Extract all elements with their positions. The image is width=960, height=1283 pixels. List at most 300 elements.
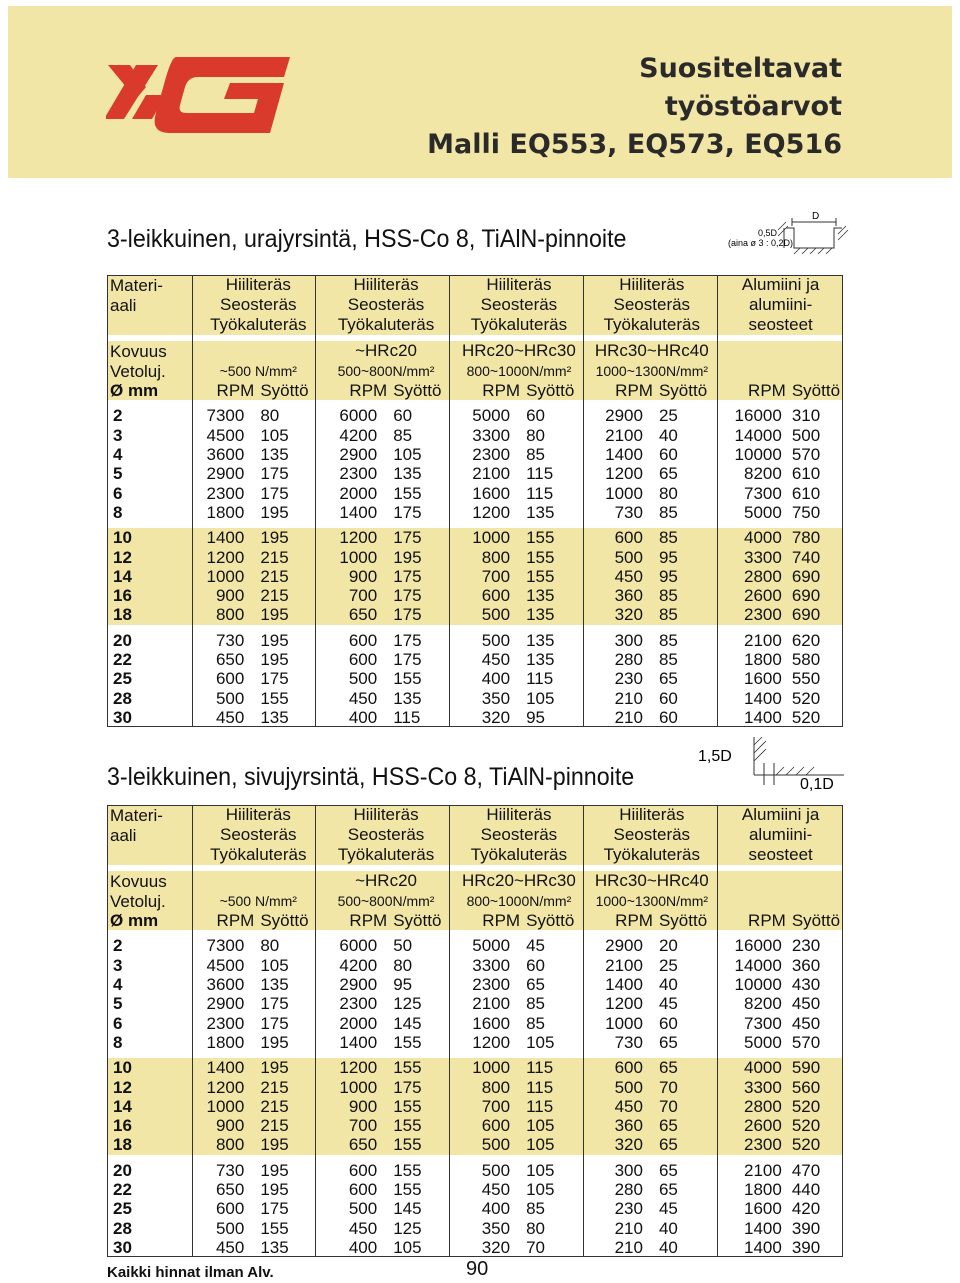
feed-value: 60: [526, 406, 545, 426]
feed-value: 690: [792, 567, 843, 586]
rpm-value: 500: [452, 605, 526, 624]
feed-value: 135: [526, 630, 555, 650]
material-name: Työkaluteräs: [197, 315, 320, 335]
feed-value: 135: [526, 650, 555, 669]
rpm-value: 300: [614, 630, 643, 650]
rpm-value: 700: [452, 567, 526, 586]
rpm-value: 3300: [472, 955, 511, 975]
rpm-value: 16000: [734, 406, 782, 426]
rpm-value: 650: [215, 1180, 245, 1199]
hardness-value: [197, 871, 320, 891]
feed-value: 155: [393, 1135, 452, 1154]
feed-value: 175: [393, 605, 452, 624]
rpm-value: 600: [215, 1199, 245, 1219]
tensile-row: [107, 361, 843, 381]
rpm-value: 1200: [320, 1058, 394, 1077]
feed-value: 195: [260, 1032, 289, 1052]
feed-value: 115: [393, 707, 421, 727]
table-row: [107, 708, 843, 727]
rpm-value: 600: [348, 1180, 378, 1199]
rpm-value: 2100: [744, 1160, 782, 1180]
feed-value: 135: [526, 502, 555, 522]
table-row: [107, 1238, 843, 1257]
feed-value: 520: [792, 1135, 843, 1154]
rpm-value: 600: [215, 669, 245, 689]
rpm-value: 450: [585, 567, 659, 586]
rpm-value: 4000: [718, 528, 792, 547]
diameter-value: 12: [107, 547, 197, 566]
rpm-value: 1400: [605, 975, 643, 995]
tensile-label: Vetoluj.: [107, 361, 197, 381]
diameter-value: 18: [107, 605, 197, 624]
rpm-value: 8200: [744, 464, 782, 484]
table-row: [107, 1077, 843, 1096]
feed-value: 60: [658, 1013, 678, 1033]
feed-value: 215: [260, 1097, 319, 1116]
rpm-value: 1400: [744, 707, 782, 727]
feed-value: 610: [791, 464, 821, 484]
diameter-label: Ø mm: [107, 381, 197, 400]
tensile-value: [718, 891, 843, 911]
feed-value: 125: [393, 994, 422, 1014]
rpm-value: 600: [452, 586, 526, 605]
hardness-row: [107, 871, 843, 891]
rpm-label: RPM: [585, 911, 659, 930]
rpm-value: 1600: [744, 1199, 782, 1219]
rpm-value: 400: [481, 1199, 511, 1219]
title-line-2: työstöarvot: [664, 91, 842, 122]
feed-value: 450: [791, 1013, 821, 1033]
feed-value: 195: [260, 502, 289, 522]
diameter-value: 8: [113, 502, 123, 522]
feed-value: 215: [260, 1077, 319, 1096]
table-row: [107, 547, 843, 566]
feed-value: 155: [393, 669, 422, 689]
table-row: [107, 956, 843, 975]
page-title: [427, 50, 842, 164]
feed-value: 115: [526, 1097, 585, 1116]
feed-value: 215: [260, 547, 319, 566]
material-header-row: [107, 825, 843, 845]
rpm-value: 2800: [718, 1097, 792, 1116]
feed-value: 155: [393, 1116, 452, 1135]
section2-title: 3-leikkuinen, sivujyrsintä, HSS-Co 8, TiAlN-pinnoite: [107, 763, 635, 791]
hardness-value: HRc20~HRc30: [452, 341, 585, 361]
diameter-value: 8: [113, 1032, 123, 1052]
feed-value: 25: [658, 955, 678, 975]
rpm-value: 600: [452, 1116, 526, 1135]
table-row: [107, 528, 843, 547]
table-row: [107, 567, 843, 586]
table-row: [107, 975, 843, 994]
rpm-value: 14000: [734, 425, 782, 445]
rpm-value: 6000: [339, 936, 378, 956]
column-separator: [315, 805, 316, 1257]
rpm-value: 1400: [339, 502, 378, 522]
rpm-value: 500: [481, 630, 511, 650]
material-name: Seosteräs: [452, 825, 585, 845]
slot-diagram: [728, 210, 853, 265]
rpm-value: 2300: [339, 994, 378, 1014]
diagram-note-label: (aina ø 3 : 0,2D): [728, 238, 794, 248]
feed-value: 390: [791, 1237, 821, 1257]
rpm-value: 450: [348, 1218, 378, 1238]
feed-value: 740: [792, 547, 843, 566]
cutting-table-slot: [107, 275, 843, 727]
feed-value: 65: [658, 1180, 678, 1199]
feed-value: 155: [526, 547, 585, 566]
feed-value: 95: [393, 975, 413, 995]
rpm-value: 1400: [744, 1237, 782, 1257]
rpm-value: 2900: [339, 975, 378, 995]
rpm-value: 450: [215, 1237, 245, 1257]
rpm-value: 800: [197, 1135, 260, 1154]
cutting-table-side: [107, 805, 843, 1257]
table-row: [107, 406, 843, 425]
material-name: Hiiliteräs: [452, 275, 585, 295]
material-name: Työkaluteräs: [320, 315, 453, 335]
rpm-value: 500: [452, 1135, 526, 1154]
material-header-row: [107, 845, 843, 865]
diameter-value: 20: [113, 1160, 132, 1180]
material-name: Hiiliteräs: [197, 275, 320, 295]
feed-value: 40: [658, 425, 678, 445]
rpm-value: 1800: [744, 1180, 782, 1199]
column-separator: [315, 275, 316, 727]
tensile-label: Vetoluj.: [107, 891, 197, 911]
rpm-value: 730: [614, 502, 643, 522]
rpm-value: 360: [585, 586, 659, 605]
rpm-value: 280: [614, 1180, 643, 1199]
feed-label: Syöttö: [792, 911, 843, 930]
feed-label: Syöttö: [260, 911, 319, 930]
rpm-value: 2300: [472, 445, 511, 465]
rpm-value: 2900: [605, 936, 643, 956]
rpm-value: 6000: [339, 406, 378, 426]
tensile-value: ~500 N/mm²: [197, 891, 320, 911]
feed-value: 175: [260, 483, 289, 503]
tensile-value: [718, 361, 843, 381]
rpm-value: 2900: [206, 464, 245, 484]
rpm-value: 10000: [734, 975, 782, 995]
rpm-value: 700: [320, 1116, 394, 1135]
table-row: [107, 483, 843, 502]
hardness-value: ~HRc20: [320, 341, 453, 361]
hardness-value: [197, 341, 320, 361]
table-row: [107, 1058, 843, 1077]
feed-value: 135: [526, 586, 585, 605]
rpm-value: 8200: [744, 994, 782, 1014]
table-row: [107, 1097, 843, 1116]
feed-value: 80: [260, 406, 280, 426]
feed-value: 125: [393, 1218, 422, 1238]
feed-value: 520: [792, 1097, 843, 1116]
rpm-value: 650: [215, 650, 245, 669]
feed-value: 155: [393, 483, 422, 503]
rpm-value: 7300: [744, 1013, 782, 1033]
table-row: [107, 464, 843, 483]
diameter-value: 4: [113, 975, 123, 995]
diameter-value: 3: [113, 425, 123, 445]
feed-value: 175: [260, 1013, 289, 1033]
feed-value: 60: [658, 445, 678, 465]
rpm-value: 650: [320, 605, 394, 624]
rpm-value: 360: [585, 1116, 659, 1135]
feed-value: 195: [260, 630, 289, 650]
diameter-value: 28: [113, 688, 132, 708]
feed-value: 155: [260, 1218, 289, 1238]
rpm-value: 210: [614, 688, 643, 708]
rpm-value: 210: [614, 1237, 643, 1257]
feed-value: 65: [658, 1032, 678, 1052]
material-name: Hiiliteräs: [320, 275, 453, 295]
feed-value: 85: [526, 1013, 545, 1033]
material-name: Seosteräs: [320, 825, 453, 845]
feed-label: Syöttö: [659, 381, 718, 400]
diagram-depth-label: 0,5D: [758, 228, 778, 238]
rpm-value: 2800: [718, 567, 792, 586]
rpm-value: 210: [614, 707, 643, 727]
feed-value: 520: [792, 1116, 843, 1135]
rpm-value: 900: [320, 1097, 394, 1116]
feed-value: 65: [658, 464, 678, 484]
feed-value: 105: [393, 445, 422, 465]
feed-value: 195: [260, 605, 319, 624]
diameter-value: 28: [113, 1218, 132, 1238]
feed-value: 450: [791, 994, 821, 1014]
feed-label: Syöttö: [260, 381, 319, 400]
rpm-value: 2000: [339, 1013, 378, 1033]
table-row: [107, 586, 843, 605]
feed-value: 115: [526, 669, 554, 689]
feed-value: 40: [658, 1237, 678, 1257]
feed-value: 310: [791, 406, 821, 426]
rpm-value: 1000: [452, 1058, 526, 1077]
rpm-value: 2100: [472, 464, 511, 484]
rpm-value: 2900: [605, 406, 643, 426]
feed-value: 85: [393, 425, 413, 445]
diagram-width-label: 0,1D: [800, 776, 834, 793]
diameter-value: 2: [113, 406, 123, 426]
rpm-value: 1400: [605, 445, 643, 465]
diameter-value: 30: [113, 707, 132, 727]
table-row: [107, 631, 843, 650]
feed-value: 175: [393, 528, 452, 547]
rpm-value: 5000: [472, 936, 511, 956]
diameter-value: 22: [113, 650, 132, 669]
rpm-value: 730: [215, 630, 245, 650]
feed-value: 195: [260, 528, 319, 547]
feed-value: 175: [393, 567, 452, 586]
feed-value: 750: [791, 502, 821, 522]
material-name: Hiiliteräs: [585, 275, 718, 295]
rpm-value: 320: [585, 605, 659, 624]
rpm-value: 800: [452, 547, 526, 566]
page-number: 90: [466, 1258, 489, 1280]
diameter-value: 5: [113, 464, 123, 484]
feed-value: 60: [526, 955, 545, 975]
hardness-label: Kovuus: [107, 871, 197, 891]
feed-value: 60: [658, 688, 678, 708]
feed-label: Syöttö: [393, 911, 452, 930]
diameter-value: 6: [113, 483, 123, 503]
feed-value: 175: [393, 650, 422, 669]
rpm-value: 650: [320, 1135, 394, 1154]
rpm-value: 1800: [744, 650, 782, 669]
feed-value: 155: [393, 1032, 422, 1052]
feed-value: 155: [526, 528, 585, 547]
rpm-value: 500: [215, 1218, 245, 1238]
table-row: [107, 688, 843, 707]
material-name: Hiiliteräs: [320, 805, 453, 825]
rpm-value: 900: [197, 1116, 260, 1135]
feed-value: 95: [526, 707, 545, 727]
rpm-value: 1200: [472, 502, 511, 522]
feed-value: 60: [658, 707, 678, 727]
feed-value: 135: [260, 975, 289, 995]
feed-value: 80: [393, 955, 413, 975]
rpm-value: 4500: [206, 425, 245, 445]
feed-value: 85: [659, 586, 718, 605]
feed-value: 145: [393, 1013, 422, 1033]
table-row: [107, 1180, 843, 1199]
feed-value: 85: [526, 994, 545, 1014]
rpm-label: RPM: [718, 911, 792, 930]
rpm-value: 1400: [744, 1218, 782, 1238]
feed-value: 115: [526, 464, 554, 484]
table-row: [107, 994, 843, 1013]
rpm-value: 450: [481, 650, 511, 669]
feed-value: 65: [659, 1135, 718, 1154]
table-row: [107, 1033, 843, 1052]
feed-value: 65: [659, 1116, 718, 1135]
rpm-value: 700: [452, 1097, 526, 1116]
rpm-value: 730: [215, 1160, 245, 1180]
table-row: [107, 669, 843, 688]
diameter-value: 30: [113, 1237, 132, 1257]
diameter-value: 20: [113, 630, 132, 650]
feed-value: 690: [792, 586, 843, 605]
rpm-value: 600: [348, 1160, 378, 1180]
feed-value: 95: [659, 547, 718, 566]
rpm-value: 2100: [605, 955, 643, 975]
feed-value: 155: [393, 1097, 452, 1116]
material-header-row: [107, 275, 843, 295]
feed-value: 85: [658, 650, 678, 669]
rpm-value: 320: [481, 707, 511, 727]
feed-value: 500: [791, 425, 821, 445]
rpm-value: 800: [452, 1077, 526, 1096]
rpm-value: 2100: [605, 425, 643, 445]
feed-value: 45: [658, 1199, 678, 1219]
rpm-value: 900: [320, 567, 394, 586]
rpm-value: 1400: [197, 528, 260, 547]
feed-value: 175: [260, 1199, 289, 1219]
feed-value: 85: [658, 502, 678, 522]
material-label: aali: [107, 825, 197, 845]
diameter-value: 16: [107, 586, 197, 605]
material-name: Hiiliteräs: [585, 805, 718, 825]
column-separator: [192, 275, 193, 727]
feed-value: 105: [526, 1180, 555, 1199]
rpm-label: RPM: [718, 381, 792, 400]
feed-value: 70: [659, 1077, 718, 1096]
feed-value: 570: [791, 1032, 821, 1052]
diameter-value: 10: [107, 1058, 197, 1077]
feed-value: 470: [791, 1160, 821, 1180]
feed-value: 520: [791, 707, 821, 727]
rpm-value: 1000: [197, 567, 260, 586]
rpm-value: 1000: [605, 483, 643, 503]
section1-title: 3-leikkuinen, urajyrsintä, HSS-Co 8, TiAlN-pinnoite: [107, 225, 627, 253]
rpm-value: 3600: [206, 445, 245, 465]
rpm-value: 1600: [472, 1013, 511, 1033]
rpm-value: 1000: [320, 1077, 394, 1096]
rpm-value: 1200: [605, 994, 643, 1014]
feed-value: 610: [791, 483, 821, 503]
rpm-value: 400: [481, 669, 511, 689]
feed-value: 135: [260, 707, 289, 727]
material-name: seosteet: [718, 315, 843, 335]
rpm-value: 450: [348, 688, 378, 708]
feed-value: 175: [393, 1077, 452, 1096]
rpm-value: 1200: [605, 464, 643, 484]
material-name: Seosteräs: [197, 295, 320, 315]
rpm-value: 900: [197, 586, 260, 605]
rpm-value: 1000: [197, 1097, 260, 1116]
feed-value: 175: [260, 464, 289, 484]
feed-value: 360: [791, 955, 821, 975]
material-name: alumiini-: [718, 295, 843, 315]
rpm-value: 2300: [206, 1013, 245, 1033]
material-name: Seosteräs: [320, 295, 453, 315]
hardness-row: [107, 341, 843, 361]
feed-value: 65: [658, 1160, 678, 1180]
feed-value: 560: [792, 1077, 843, 1096]
material-label: Materi-: [107, 275, 197, 295]
tensile-value: 800~1000N/mm²: [452, 361, 585, 381]
table-row: [107, 445, 843, 464]
diameter-value: 5: [113, 994, 123, 1014]
feed-value: 620: [791, 630, 821, 650]
rpm-value: 2100: [472, 994, 511, 1014]
diameter-label: Ø mm: [107, 911, 197, 930]
rpm-label: RPM: [197, 381, 260, 400]
diameter-value: 3: [113, 955, 123, 975]
rpm-value: 1800: [206, 502, 245, 522]
feed-label: Syöttö: [792, 381, 843, 400]
rpm-value: 450: [585, 1097, 659, 1116]
rpm-value: 320: [481, 1237, 511, 1257]
feed-value: 195: [260, 1180, 289, 1199]
rpm-value: 2300: [339, 464, 378, 484]
rpm-value: 500: [481, 1160, 511, 1180]
rpm-value: 10000: [734, 445, 782, 465]
feed-value: 105: [260, 425, 289, 445]
feed-value: 155: [526, 567, 585, 586]
feed-value: 570: [791, 445, 821, 465]
material-name: Alumiini ja: [718, 805, 843, 825]
rpm-value: 7300: [206, 936, 245, 956]
column-label-row: [107, 911, 843, 930]
material-name: Työkaluteräs: [320, 845, 453, 865]
feed-value: 95: [659, 567, 718, 586]
feed-value: 215: [260, 586, 319, 605]
rpm-value: 320: [585, 1135, 659, 1154]
feed-value: 155: [260, 688, 289, 708]
feed-value: 195: [260, 1135, 319, 1154]
rpm-value: 230: [614, 1199, 643, 1219]
